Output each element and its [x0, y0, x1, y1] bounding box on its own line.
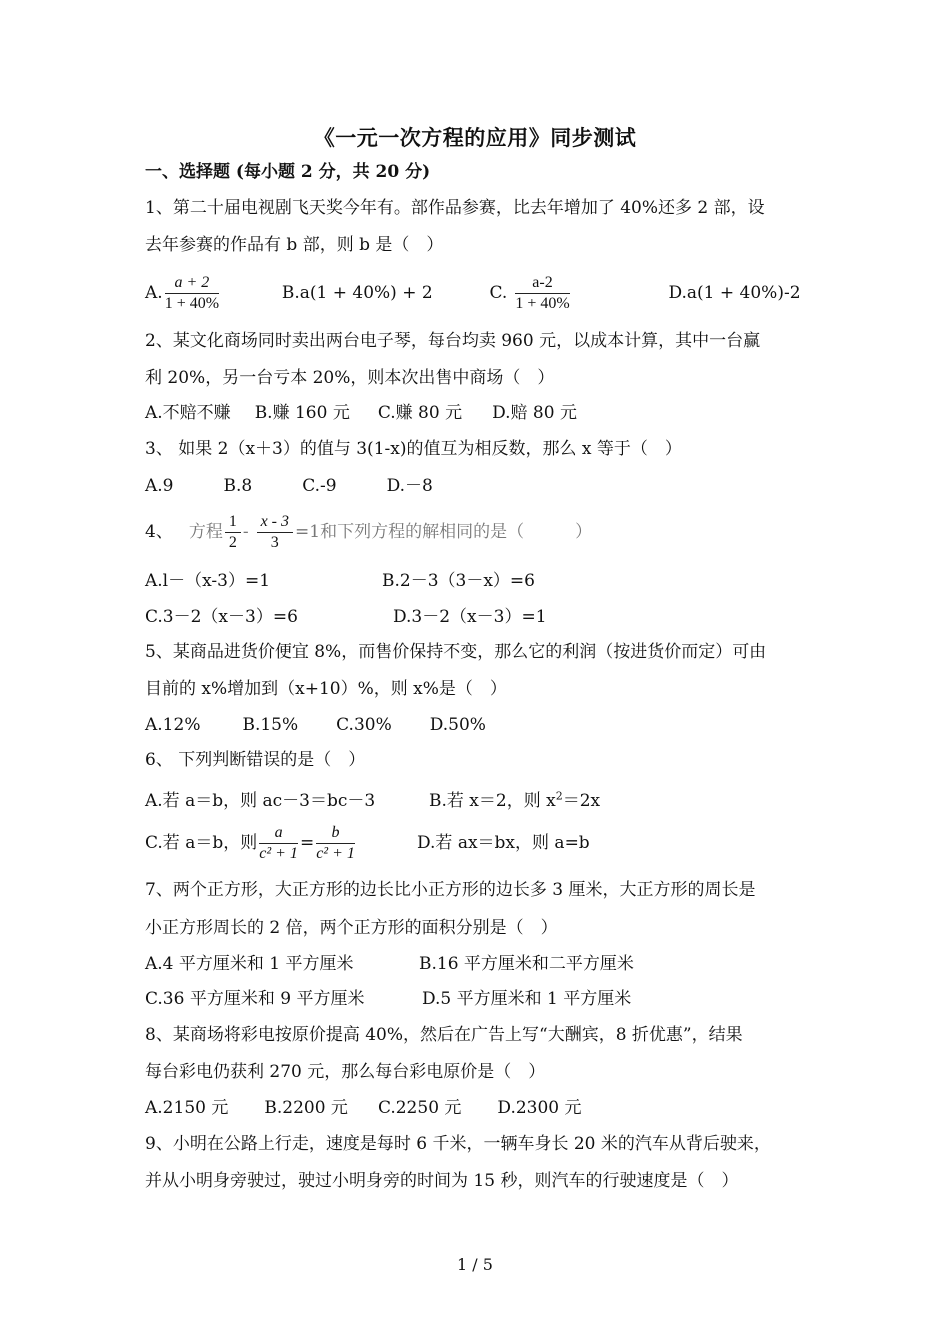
q6-options-row2 — [145, 818, 590, 868]
q3-options — [145, 474, 433, 498]
q5-option-d: D.50% — [429, 715, 486, 735]
q8-option-d: D.2300 元 — [497, 1098, 582, 1118]
q5-options — [145, 713, 486, 737]
document-title: 《一元一次方程的应用》同步测试 — [313, 125, 637, 150]
q3-option-b: B.8 — [223, 476, 253, 496]
q3-stem: 3、 如果 2（x＋3）的值与 3(1-x)的值互为相反数，那么 x 等于（ ） — [145, 439, 682, 459]
q3-option-d: D.－8 — [386, 476, 433, 496]
q7-options-row2 — [145, 987, 631, 1011]
q4-fraction-2: $\frac{x - 3}{3}$ — [257, 512, 293, 553]
q8-option-a: A.2150 元 — [145, 1098, 229, 1118]
q7-options-row1 — [145, 952, 634, 976]
q8-option-c: C.2250 元 — [377, 1098, 462, 1118]
q2-option-b: B.赚 160 元 — [254, 403, 350, 423]
q1-c-fraction: $\frac{a-2}{1 + 40\%}$ — [515, 274, 570, 312]
q5-option-c: C.30% — [336, 715, 392, 735]
q4-option-d: D.3－2（x－3）=1 — [393, 607, 547, 627]
q8-stem-line2: 每台彩电仍获利 270 元，那么每台彩电原价是（ ） — [145, 1062, 546, 1082]
q6-option-d: D.若 ax＝bx，则 a=b — [417, 833, 590, 853]
q2-option-d: D.赔 80 元 — [492, 403, 577, 423]
q1-a-fraction: $\frac{a + 2}{1 + 40\%}$ — [164, 274, 220, 312]
q2-options — [145, 401, 577, 425]
q1-stem-line2: 去年参赛的作品有 b 部，则 b 是（ ） — [145, 235, 444, 255]
q7-stem-line2: 小正方形周长的 2 倍，两个正方形的面积分别是（ ） — [145, 918, 558, 938]
q8-stem-line1: 8、某商场将彩电按原价提高 40%，然后在广告上写“大酬宾，8 折优惠”，结果 — [145, 1025, 743, 1045]
q2-stem-line1: 2、某文化商场同时卖出两台电子琴，每台均卖 960 元，以成本计算，其中一台赢 — [145, 331, 761, 351]
q6-option-a: A.若 a＝b，则 ac－3＝bc－3 — [145, 790, 376, 811]
q1-option-a: A. $\frac{a + 2}{1 + 40\%}$ — [145, 274, 220, 312]
q1-option-b: B.a(1 + 40%) + 2 — [281, 283, 433, 303]
q4-option-c: C.3－2（x－3）=6 — [145, 607, 298, 627]
q8-options — [145, 1096, 582, 1120]
q6-c-fraction-1: $\frac{a}{\text{c² + 1}}$ — [259, 824, 298, 862]
q1-options — [145, 270, 801, 316]
q5-option-a: A.12% — [145, 715, 201, 735]
q4-option-b: B.2－3（3－x）=6 — [382, 571, 535, 591]
q5-stem-line1: 5、某商品进货价便宜 8%，而售价保持不变，那么它的利润（按进货价而定）可由 — [145, 642, 767, 662]
q6-options-row1 — [145, 784, 600, 813]
q1-option-c: C. $\frac{a-2}{1 + 40\%}$ — [489, 274, 570, 312]
q9-stem-line1: 9、小明在公路上行走，速度是每时 6 千米，一辆车身长 20 米的汽车从背后驶来， — [145, 1134, 771, 1154]
q6-option-b: B.若 x＝2，则 $x^2=2x$ — [429, 789, 601, 811]
q4-options-row1 — [145, 569, 535, 593]
q5-stem-line2: 目前的 x%增加到（x+10）%，则 x%是（ ） — [145, 679, 507, 699]
q9-stem-line2: 并从小明身旁驶过，驶过小明身旁的时间为 15 秒，则汽车的行驶速度是（ ） — [145, 1171, 739, 1191]
q1-stem-line1: 1、第二十届电视剧飞天奖今年有。部作品参赛，比去年增加了 40%还多 2 部，设 — [145, 198, 765, 218]
q3-option-c: C.-9 — [302, 476, 337, 496]
q7-option-b: B.16 平方厘米和二平方厘米 — [419, 954, 634, 974]
q2-option-a: A.不赔不赚 — [145, 403, 231, 423]
q4-fraction-1: $\frac{1}{2}$ — [225, 512, 241, 553]
q6-stem: 6、 下列判断错误的是（ ） — [145, 750, 366, 770]
q6-option-c: C.若 a＝b，则 $\frac{a}{\text{c² + 1}}$ = $\frac{b}{\text{c² + 1}}$ — [145, 824, 355, 862]
q7-option-d: D.5 平方厘米和 1 平方厘米 — [422, 989, 632, 1009]
q3-option-a: A.9 — [145, 476, 174, 496]
q4-option-a: A.l－（x-3）=1 — [145, 571, 271, 591]
q5-option-b: B.15% — [242, 715, 299, 735]
q7-option-c: C.36 平方厘米和 9 平方厘米 — [145, 989, 365, 1009]
q7-stem-line1: 7、两个正方形，大正方形的边长比小正方形的边长多 3 厘米，大正方形的周长是 — [145, 880, 756, 900]
q2-stem-line2: 利 20%，另一台亏本 20%，则本次出售中商场（ ） — [145, 368, 555, 388]
q6-c-fraction-2: $\frac{b}{\text{c² + 1}}$ — [316, 824, 355, 862]
q1-option-d: D.a(1 + 40%)-2 — [668, 283, 801, 303]
q4-options-row2 — [145, 605, 547, 629]
q8-option-b: B.2200 元 — [264, 1098, 348, 1118]
q4-stem: 4、 方程 $\frac{1}{2}$ - $\frac{x - 3}{3}$ =1和下列方程的解相同的是（ ） — [145, 513, 593, 551]
q7-option-a: A.4 平方厘米和 1 平方厘米 — [145, 954, 354, 974]
page-number: 1 / 5 — [457, 1255, 493, 1274]
section-heading: 一、选择题 (每小题 2 分，共 20 分) — [145, 162, 431, 182]
q2-option-c: C.赚 80 元 — [377, 403, 463, 423]
